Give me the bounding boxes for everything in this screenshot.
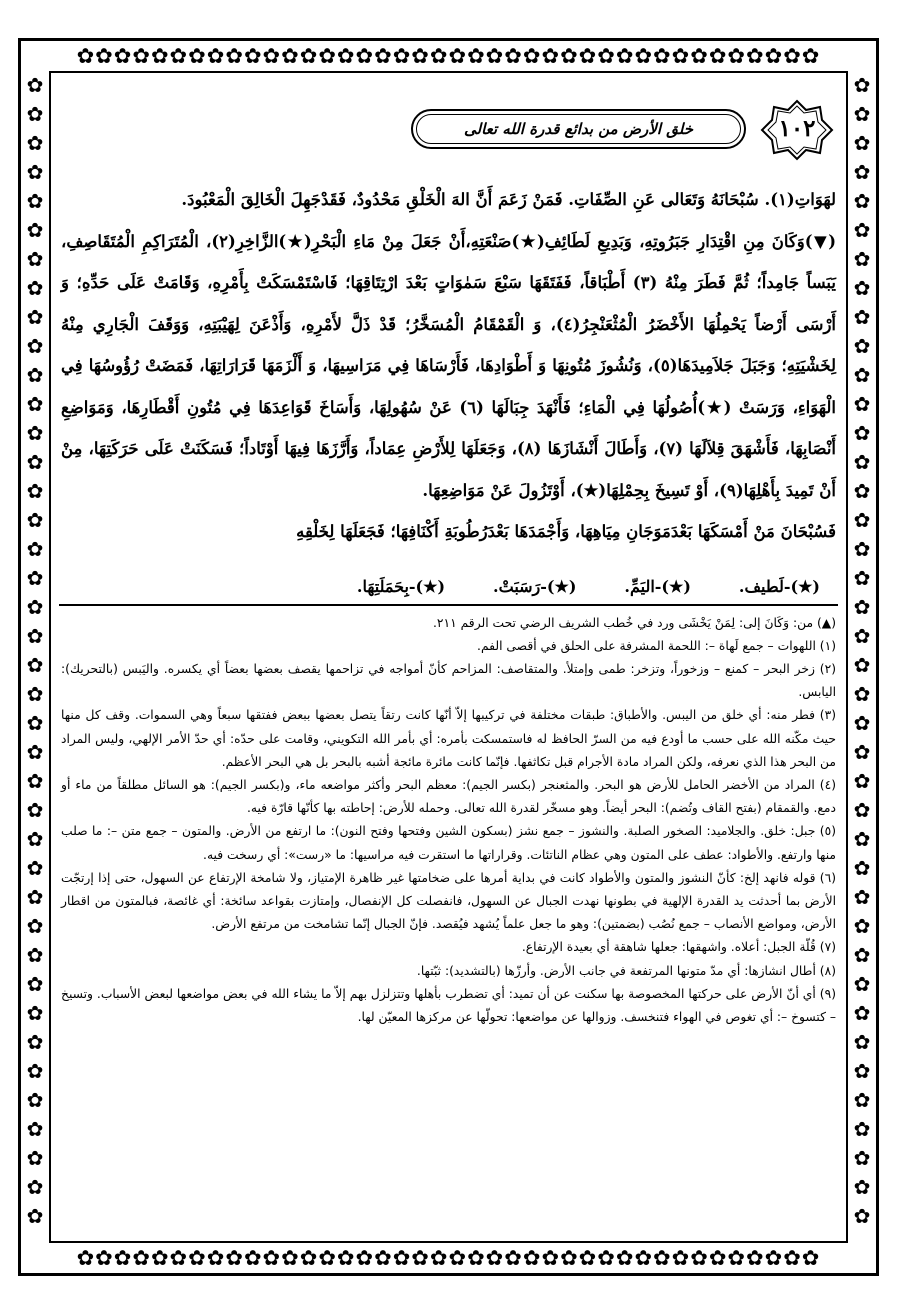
footnote: (٥) جبل: خلق. والجلاميد: الصخور الصلبة. والنشوز – جمع نشز (بسكون الشين وفتحها وفتح النون): ما ارتفع من الأرض. والمتون – جمع متن –: ما صلب منها وارتفع. والأطواد: عطف على المتون وهي عظام الناتئات. وقراراتها ما استقرت فيه مراسيها: ما «رست»: أي رسخت فيه. <box>61 824 836 862</box>
chapter-title-cartouche <box>411 109 746 149</box>
variant-reading: (★)-لَطيف. <box>738 576 820 596</box>
page-number-badge <box>760 99 834 161</box>
floral-border-right: ✿✿✿✿✿✿✿✿✿✿✿✿✿✿✿✿✿✿✿✿✿✿✿✿✿✿✿✿✿✿✿✿✿✿✿✿✿✿✿✿ <box>846 71 876 1243</box>
floral-border-top: ✿✿✿✿✿✿✿✿✿✿✿✿✿✿✿✿✿✿✿✿✿✿✿✿✿✿✿✿✿✿✿✿✿✿✿✿✿✿✿✿ <box>21 41 876 73</box>
variant-reading: (★)-اليَمِّ. <box>624 576 691 596</box>
sermon-text <box>61 179 836 553</box>
variant-readings <box>75 577 820 596</box>
text-paragraph: فَسُبْحَانَ مَنْ أَمْسَكَهَا بَعْدَمَوَجَانِ مِيَاهِهَا، وَأَجْمَدَهَا بَعْدَرُطُوبَةِ أَكْنَافِهَا؛ فَجَعَلَهَا لِخَلْقِهِ <box>296 522 836 541</box>
footnote: (١) اللهوات – جمع لَهاة –: اللحمة المشرفة على الحلق في أقصى الفم. <box>477 638 836 653</box>
footnote: (٧) قُلّة الجبل: أعلاه. واشهقها: جعلها شاهقة أي بعيدة الإرتفاع. <box>521 940 836 955</box>
page-header <box>55 99 842 179</box>
text-paragraph: (▼)وَكَانَ مِنِ اقْتِدَارِ جَبَرُوتِهِ، وَبَدِيعِ لَطَائِفِ(★)صَنْعَتِهِ،أَنْ جَعَلَ مِنْ مَاءِ الْبَحْرِ(★)الزَّاخِرِ(٢)، الْمُتَرَاكِمِ الْمُتَقَاصِفِ، يَبَساً جَامِداً؛ ثُمَّ فَطَرَ مِنْهُ (٣) أَطْبَاقاً، فَفَتَقَهَا سَبْعَ سَمٰوَاتٍ بَعْدَ ارْتِتَاقِهَا؛ فَاسْتَمْسَكَتْ بِأَمْرِهِ، وَقَامَتْ عَلَى حَدِّهِ؛ وَ أَرْسَى أَرْضاً يَحْمِلُهَا الأَخْضَرُ الْمُثْعَنْجِرُ(٤)، وَ الْقَمْقَامُ الْمُسَخَّرُ؛ قَدْ ذَلَّ لأَمْرِهِ، وَأَذْعَنَ لِهَيْبَتِهِ، وَوَقَفَ الْجَارِي مِنْهُ لِخَشْيَتِهِ؛ وَجَبَلَ جَلاَمِيدَهَا(٥)، وَنُشُوزَ مُتُونِهَا وَ أَطْوَادِهَا، فَأَرْسَاهَا فِي مَرَاسِيهَا، وَ أَلْزَمَهَا قَرَارَاتِهَا، فَمَضَتْ رُؤُوسُهَا فِي الْهَوَاءِ، وَرَسَتْ (★)أُصُولُهَا فِي الْمَاءِ؛ فَأَنْهَدَ جِبَالَهَا (٦) عَنْ سُهُولِهَا، وَأَسَاخَ قَوَاعِدَهَا فِي مُتُونِ أَقْطَارِهَا، وَمَوَاضِعِ أَنْصَابِهَا، فَأَشْهَقَ قِلاَلَهَا (٧)، وَأَطَالَ أَنْشَازَهَا (٨)، وَجَعَلَهَا لِلأَرْضِ عِمَاداً، وَأَرَّزَهَا فِيهَا أَوْتَاداً؛ فَسَكَنَتْ عَلَى حَرَكَتِهَا، مِنْ أَنْ تَمِيدَ بِأَهْلِهَا(٩)، أَوْ تَسِيخَ بِحِمْلِهَا(★)، أَوْتَزُولَ عَنْ مَوَاضِعِهَا. <box>61 231 837 500</box>
footnote: (▲) من: وَكَانَ إلى: لِمَنْ يَخْشَى ورد في خُطب الشريف الرضي تحت الرقم ٢١١. <box>432 615 836 630</box>
footnote: (٩) أي أنّ الأرض على حركتها المخصوصة بها سكنت عن أن تميد: أي تضطرب بأهلها وتتزلزل بهم إلاّ ما يشاء الله في بعض مواضعها لبعض الأسباب. وتسيخ – كتسوخ –: أي تغوص في الهواء فتنخسف. وزوالها عن مواضعها: تحولّها عن مركزها المعيّن لها. <box>61 986 836 1024</box>
variant-reading: (★)-بِحَمَلَتِهَا. <box>356 576 446 596</box>
footnote: (٢) زخر البحر – كمنع – وزخوراً، وتزخر: طمى وإمتلأ. والمتقاصف: المزاحم كأنّ أمواجه في تزاحمها يقصف بعضها بعضاً أي يكسره. واليَبس (بالتحريك): اليابس. <box>61 661 836 700</box>
footnotes <box>61 612 836 1030</box>
footnote: (٣) فطر منه: أي خلق من اليبس. والأطباق: طبقات مختلفة في تركيبها إلاّ أنّها كانت رتقاً يتصل بعضها ببعض ففتقها سبعاً وهي السموات. وقف كل منها حيث مكّنه الله على حسب ما أودع فيه من السرّ الحافظ له فاستمسكت بأمره: أي بأمر الله التكويني، وقامت على حدّه: أي حدّ الأمر الإلهي، وليس المراد من البحر هذا الذي نعرفه، ولكن المراد مادة الأجرام قبل تكاثفها. فإنّما كانت مائرة مائجة أشبه بالبحر بل هي البحر الأعظم. <box>61 708 836 769</box>
variant-reading: (★)-رَسَبَتْ. <box>493 576 577 596</box>
page-content <box>55 77 842 1237</box>
page-border <box>18 38 879 1276</box>
floral-border-bottom: ✿✿✿✿✿✿✿✿✿✿✿✿✿✿✿✿✿✿✿✿✿✿✿✿✿✿✿✿✿✿✿✿✿✿✿✿✿✿✿✿ <box>21 1241 876 1273</box>
text-paragraph: لهَوَاتِ(١). سُبْحَانَهُ وَتَعَالى عَنِ الصِّفَاتِ. فَمَنْ زَعَمَ أَنَّ الهَ الْخَلْقِ مَحْدُودٌ، فَقَدْجَهِلَ الْخَالِقَ الْمَعْبُودَ. <box>181 190 836 209</box>
footnote: (٦) قوله فانهد إلخ: كأنّ النشوز والمتون والأطواد كانت في بداية أمرها على ضخامتها غير ظاهرة الإمتياز، ولا شامخة الإرتفاع عن السهول، حتى إذا إرتجّت الأرض بما أحدثت يد القدرة الإلهية في بطونها نهدت الجبال عن السهول، فانفصلت كل الإنفصال، وإمتازت بقواعد سائخة: أي غائصة، فبالمتون من اقطار الأرض، ومواضع الأنصاب – جمع نُصُب (بضمتين): وهو ما جعل علماً يُشهد فيُقصد. فإنّ الجبال إنّما تشامخت من مرتفع الأرض. <box>61 870 836 932</box>
floral-border-left: ✿✿✿✿✿✿✿✿✿✿✿✿✿✿✿✿✿✿✿✿✿✿✿✿✿✿✿✿✿✿✿✿✿✿✿✿✿✿✿✿ <box>21 71 51 1243</box>
footnote: (٤) المراد من الأخضر الحامل للأرض هو البحر. والمثعنجر (بكسر الجيم): معظم البحر وأكثر مواضعه ماء، و(بكسر الجيم): هو السائل مطلقاً من ماء أو دمع. والقمقام (بفتح القاف وتُضم): البحر أيضاً. وهو مسخّر لقدرة الله تعالى. وحمله للأرض: إحاطته بها كأنّها قارّة فيه. <box>61 777 836 816</box>
chapter-title: خلق الأرض من بدائع قدرة الله تعالى <box>464 120 693 138</box>
footnote-divider <box>59 604 838 606</box>
footnote: (٨) أطال انشازها: أي مدّ متونها المرتفعة في جانب الأرض. وأرزّها (بالتشديد): ثبّتها. <box>416 963 836 978</box>
page-number: ١٠٢ <box>778 115 816 142</box>
